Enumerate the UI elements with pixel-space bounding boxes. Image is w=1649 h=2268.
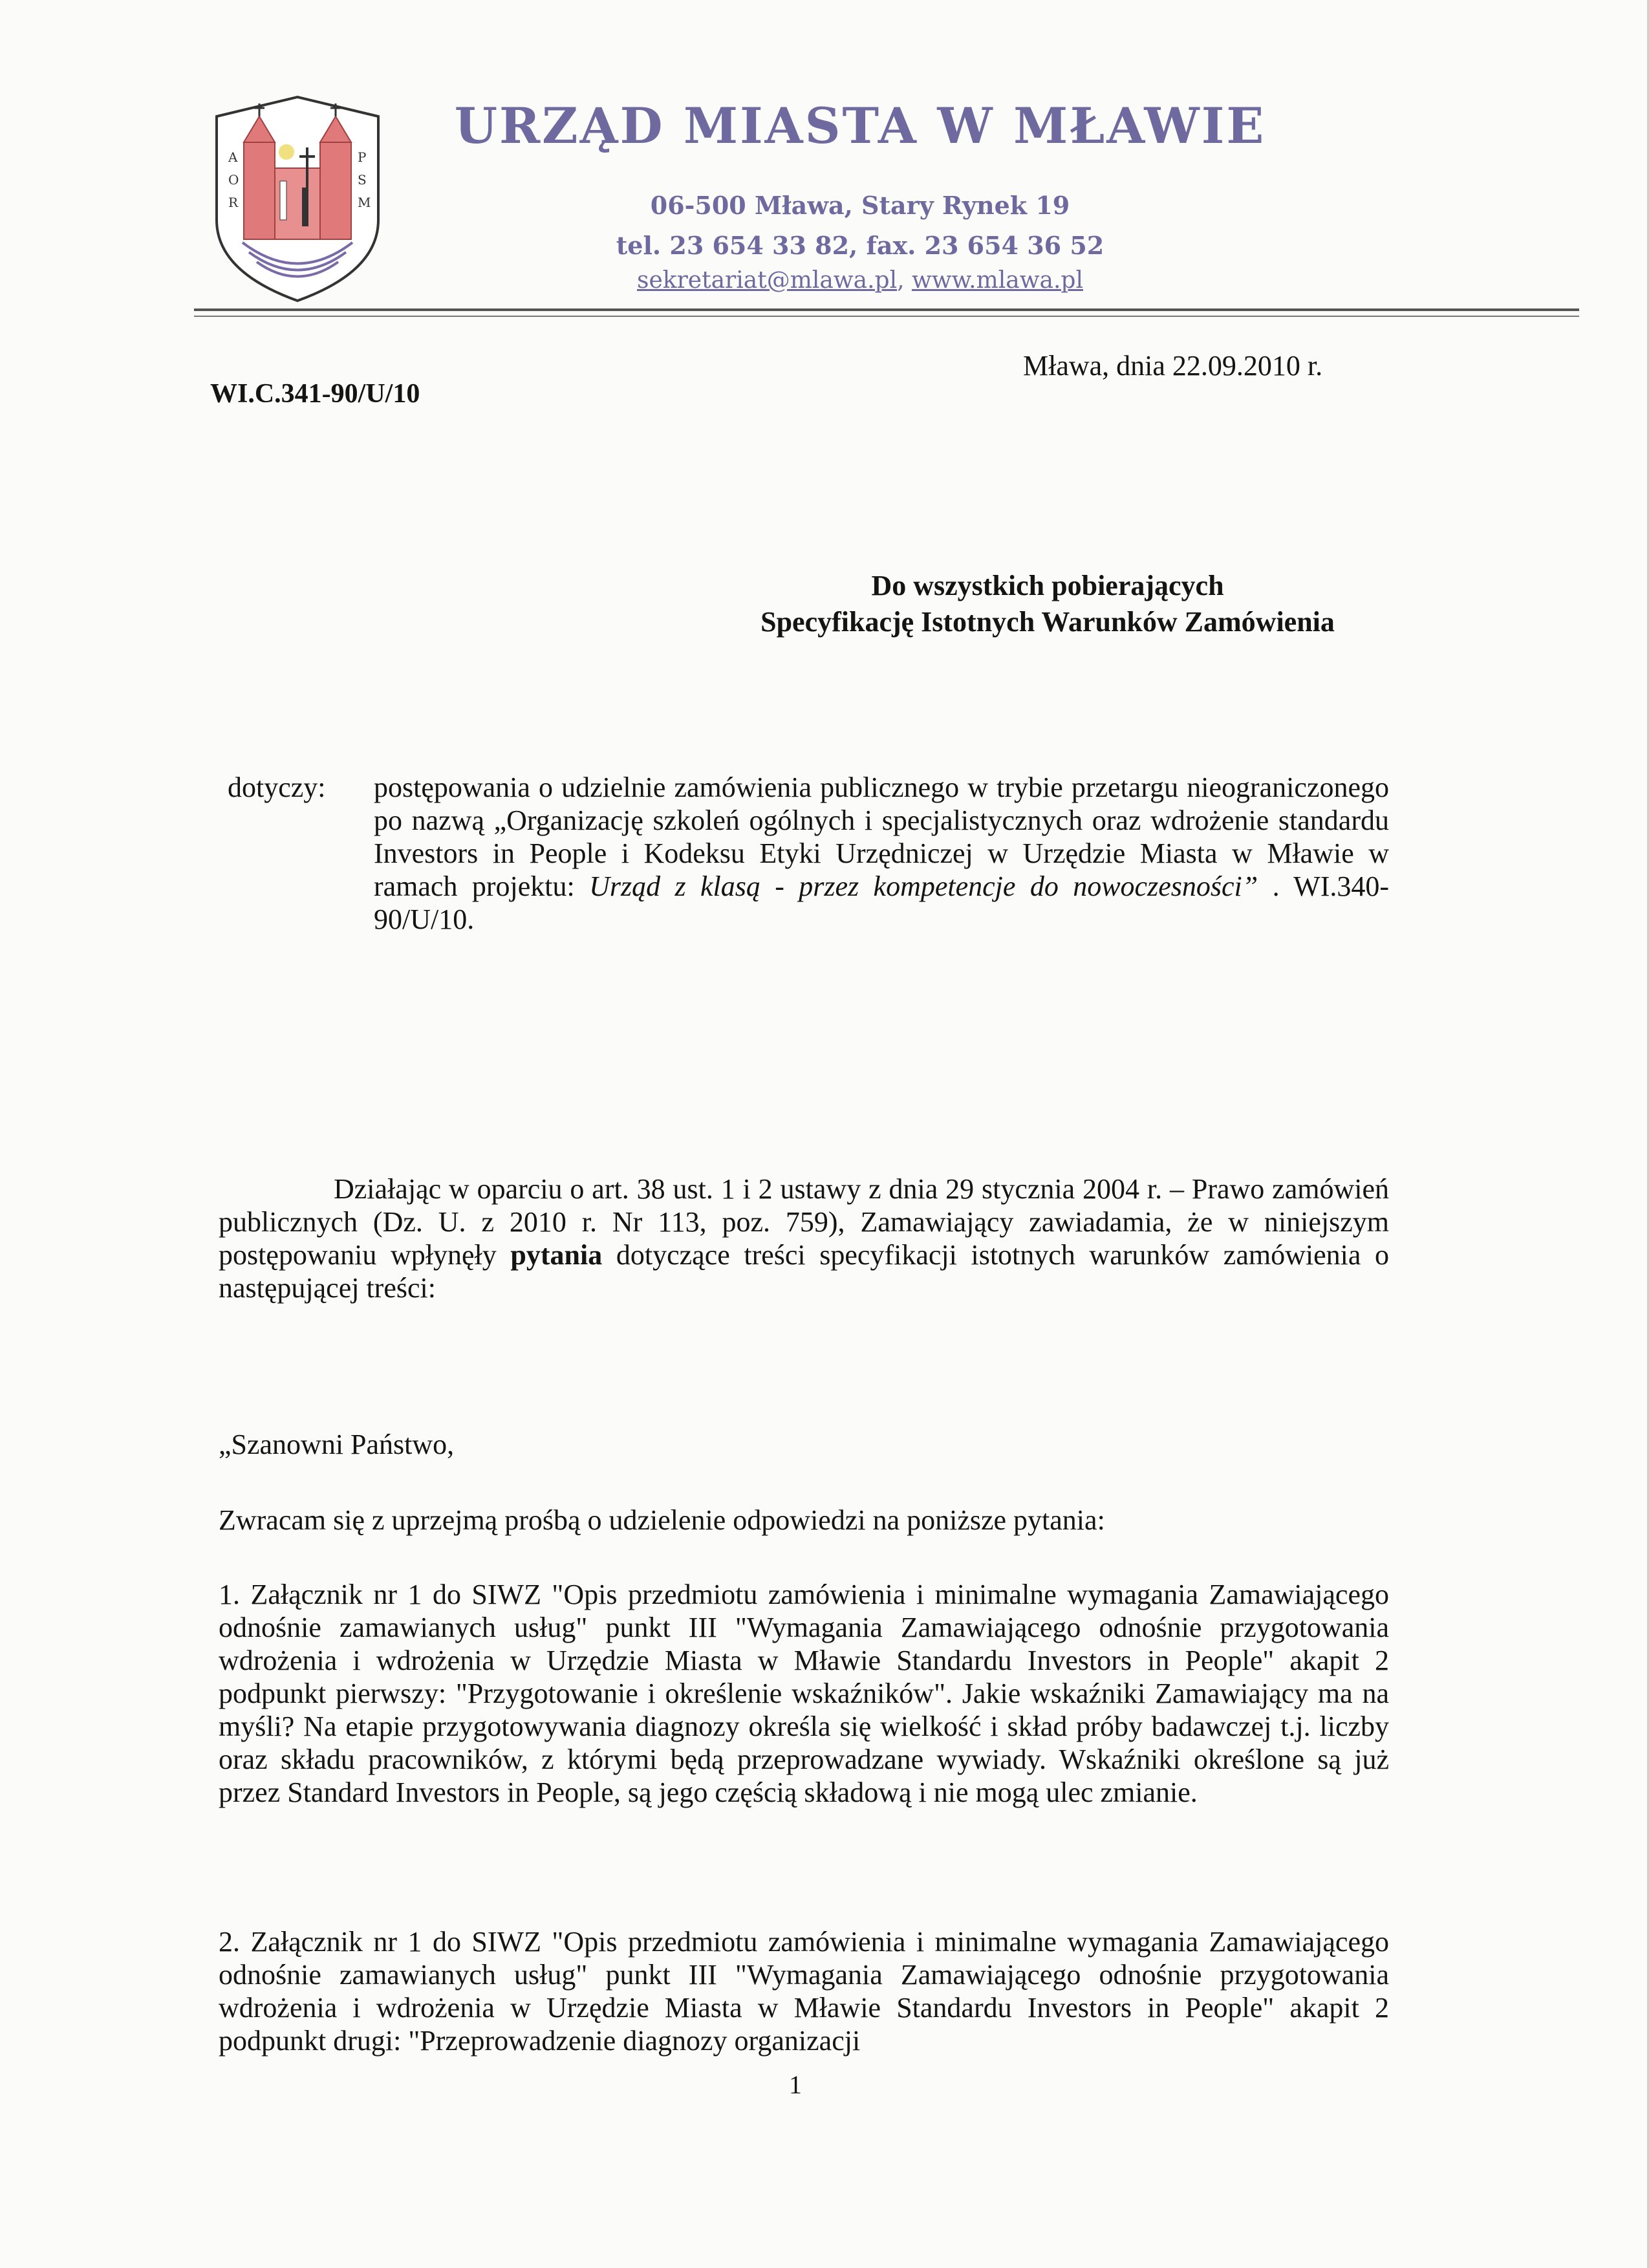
- page-number: 1: [789, 2070, 802, 2099]
- intro-bold: pytania: [510, 1239, 603, 1271]
- place-and-date: Mława, dnia 22.09.2010 r.: [1023, 350, 1323, 382]
- crest-letter: O: [228, 172, 239, 188]
- question-2: 2. Załącznik nr 1 do SIWZ "Opis przedmiotu zamówienia i minimalne wymagania Zamawiającego odnośnie zamawianych usług" punkt III "Wymagania Zamawiającego odnośnie przygotowania wdrożenia i wdrożenia w Urzędzie Miasta w Mławie Standardu Investors in People" akapit 2 podpunkt drugi: "Przeprowadzenie diagnozy organizacji: [219, 1926, 1389, 2057]
- subject-reference: . WI.340-90/U/10.: [374, 870, 1390, 935]
- crest-letter: S: [358, 172, 367, 188]
- subject-label: dotyczy:: [228, 772, 326, 803]
- intro-text-end: dotyczące treści specyfikacji istotnych warunków zamówienia o następującej treści:: [219, 1239, 1389, 1304]
- office-address: 06-500 Mława, Stary Rynek 19: [650, 191, 1070, 220]
- email-link[interactable]: sekretariat@mlawa.pl: [637, 267, 898, 294]
- crest-letter: R: [228, 195, 239, 210]
- office-phone-fax: tel. 23 654 33 82, fax. 23 654 36 52: [616, 231, 1105, 260]
- recipient-line-1: Do wszystkich pobierających: [871, 570, 1224, 601]
- crest-letter: A: [228, 149, 238, 165]
- question-1: 1. Załącznik nr 1 do SIWZ "Opis przedmiotu zamówienia i minimalne wymagania Zamawiającego odnośnie zamawianych usług" punkt III "Wymagania Zamawiającego odnośnie przygotowania wdrożenia i wdrożenia w Urzędzie Miasta w Mławie Standardu Investors in People" akapit 2 podpunkt pierwszy: "Przygotowanie i określenie wskaźników". Jakie wskaźniki Zamawiający ma na myśli? Na etapie przygotowywania diagnozy określa się wielkość i skład próby badawczej t.j. liczby oraz składu pracowników, z którymi będą przeprowadzane wywiady. Wskaźniki określone są już przez Standard Investors in People, są jego częścią składową i nie mogą ulec zmianie.: [219, 1579, 1389, 1808]
- office-title: URZĄD MIASTA W MŁAWIE: [454, 97, 1266, 155]
- document-number: WI.C.341-90/U/10: [210, 379, 420, 409]
- subject-main: postępowania o udzielnie zamówienia publicznego w trybie przetargu nieograniczonego po nazwą „Organizację szkoleń ogólnych i specjalistycznych oraz wdrożenie standardu Investors in People i Kodeksu Etyki Urzędniczej w Urzędzie Miasta w Mławie w ramach projektu:: [374, 772, 1389, 902]
- website-link[interactable]: www.mlawa.pl: [911, 267, 1083, 294]
- coat-of-arms-logo: [210, 91, 385, 304]
- project-name: Urząd z klasą - przez kompetencje do nowoczesności”: [589, 870, 1258, 902]
- letterhead-divider: [194, 308, 1579, 311]
- request-paragraph: Zwracam się z uprzejmą prośbą o udzielenie odpowiedzi na poniższe pytania:: [219, 1504, 1105, 1536]
- recipient-block: [582, 568, 1513, 640]
- office-links: [414, 267, 1306, 294]
- links-separator: ,: [897, 267, 912, 294]
- subject-text: [374, 771, 1389, 936]
- crest-letter: M: [358, 195, 371, 210]
- letterhead-divider-thin: [194, 316, 1579, 317]
- crest-letter: P: [358, 149, 367, 165]
- intro-text: Działając w oparciu o art. 38 ust. 1 i 2 ustawy z dnia 29 stycznia 2004 r. – Prawo zamówień publicznych (Dz. U. z 2010 r. Nr 113, poz. 759), Zamawiający zawiadamia, że w niniejszym postępowaniu wpłynęły: [219, 1173, 1389, 1271]
- recipient-line-2: Specyfikację Istotnych Warunków Zamówienia: [760, 606, 1335, 638]
- greeting: „Szanowni Państwo,: [219, 1429, 455, 1460]
- intro-paragraph: [219, 1172, 1389, 1304]
